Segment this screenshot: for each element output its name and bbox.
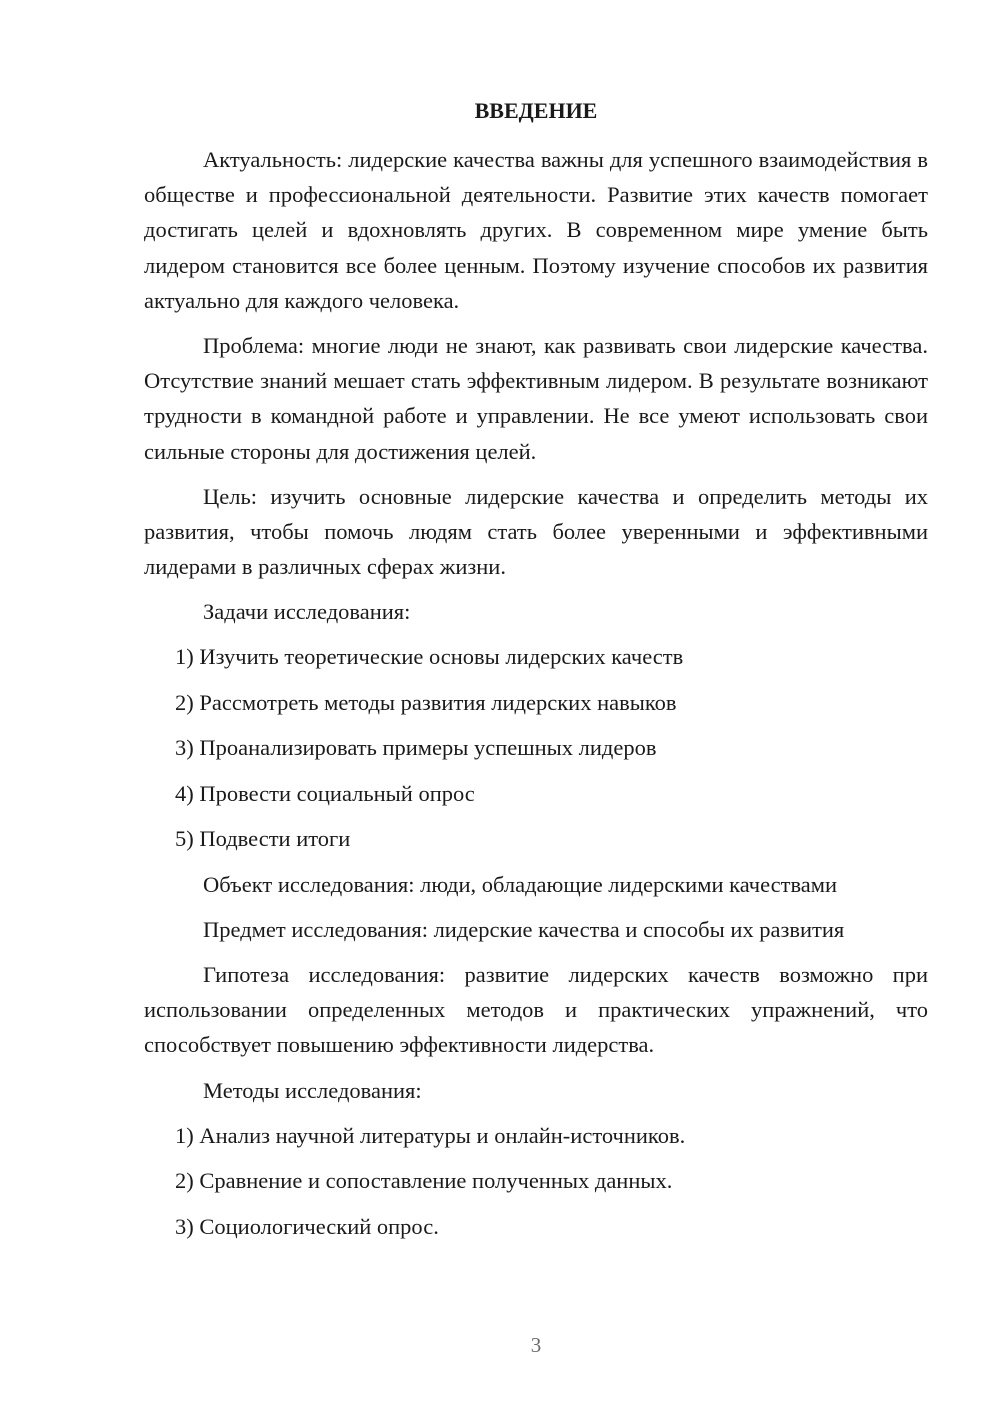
tasks-list	[144, 639, 928, 856]
task-item: 2) Рассмотреть методы развития лидерских навыков	[175, 689, 677, 715]
document-body	[144, 94, 928, 1254]
method-item: 2) Сравнение и сопоставление полученных данных.	[175, 1168, 673, 1194]
relevance-paragraph: Актуальность: лидерские качества важны для успешного взаимодействия в обществе и профессиональной деятельности. Развитие этих качеств помогает достигать целей и вдохновлять других. В современном мире умение быть лидером становится все более ценным. Поэтому изучение способов их развития актуально для каждого человека.	[144, 147, 928, 313]
hypothesis-paragraph: Гипотеза исследования: развитие лидерских качеств возможно при использовании определенных методов и практических упражнений, что способствует повышению эффективности лидерства.	[144, 961, 928, 1058]
object-paragraph: Объект исследования: люди, обладающие лидерскими качествами	[203, 871, 838, 897]
method-item: 1) Анализ научной литературы и онлайн-источников.	[175, 1122, 686, 1148]
task-item: 4) Провести социальный опрос	[175, 780, 475, 806]
task-item: 5) Подвести итоги	[175, 826, 351, 852]
task-item: 1) Изучить теоретические основы лидерских качеств	[175, 644, 684, 670]
methods-list	[144, 1118, 928, 1244]
methods-heading: Методы исследования:	[203, 1077, 422, 1103]
tasks-heading: Задачи исследования:	[203, 599, 411, 625]
method-item: 3) Социологический опрос.	[175, 1213, 439, 1239]
goal-paragraph: Цель: изучить основные лидерские качества и определить методы их развития, чтобы помочь людям стать более уверенными и эффективными лидерами в различных сферах жизни.	[144, 483, 928, 580]
section-title: ВВЕДЕНИЕ	[474, 98, 598, 123]
page-number: 3	[530, 1333, 542, 1357]
task-item: 3) Проанализировать примеры успешных лидеров	[175, 735, 657, 761]
subject-paragraph: Предмет исследования: лидерские качества и способы их развития	[203, 916, 845, 942]
problem-paragraph: Проблема: многие люди не знают, как развивать свои лидерские качества. Отсутствие знаний мешает стать эффективным лидером. В результате возникают трудности в командной работе и управлении. Не все умеют использовать свои сильные стороны для достижения целей.	[144, 333, 928, 464]
